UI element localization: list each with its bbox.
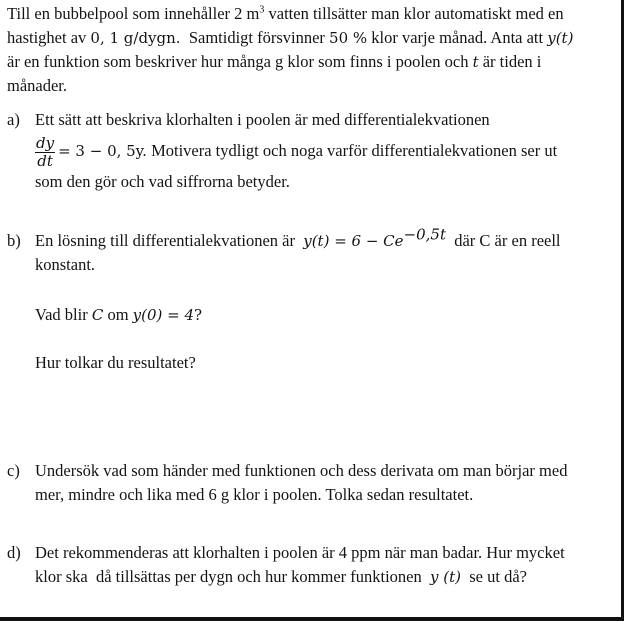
initial-condition: y(0) = 4: [132, 306, 195, 324]
question-text: klor ska då tillsättas per dygn och hur kommer funktionen: [35, 567, 431, 586]
solution-formula: y(t) = 6 − Ce: [303, 232, 404, 250]
question-text: Ett sätt att beskriva klorhalten i poolen är med differentialekvationen: [35, 110, 490, 129]
intro-text: Samtidigt försvinner: [180, 28, 330, 47]
question-text: där C är en reell: [445, 231, 561, 250]
page-bottom-border: [0, 617, 624, 621]
intro-text: hastighet av: [7, 28, 91, 47]
intro-text: Till en bubbelpool som innehåller 2 m: [7, 4, 260, 23]
question-label: c): [7, 461, 20, 480]
question-label: a): [7, 110, 20, 129]
intro-text: är en funktion som beskriver hur många g klor som finns i poolen och: [7, 52, 473, 71]
question-line: [35, 303, 619, 327]
exponent: −0,5t: [403, 225, 446, 244]
question-text: se ut då?: [461, 567, 527, 586]
question-text: Motivera tydligt och noga varför differentialekvationen ser ut: [146, 141, 558, 160]
question-text: Det rekommenderas att klorhalten i poolen är 4 ppm när man badar. Hur mycket: [35, 543, 565, 562]
intro-text: vatten tillsätter man klor automatiskt med en: [264, 4, 564, 23]
function-symbol: y (t): [430, 568, 461, 586]
question-mark: ?: [194, 306, 203, 324]
intro-line-4: månader.: [7, 76, 68, 95]
question-text: som den gör och vad siffrorna betyder.: [35, 172, 290, 191]
fraction-denominator: dt: [37, 151, 53, 170]
fraction-numerator: dy: [36, 133, 55, 152]
question-text: Undersök vad som händer med funktionen och dess derivata om man börjar med: [35, 461, 568, 480]
variable-t: t: [472, 53, 479, 71]
question-text: Vad blir: [35, 305, 92, 324]
derivative-fraction: [35, 135, 55, 170]
question-line: [35, 565, 619, 589]
equation-line: [35, 132, 619, 170]
question-text: mer, mindre och lika med 6 g klor i poolen. Tolka sedan resultatet.: [35, 485, 474, 504]
question-line: [35, 225, 619, 253]
exponent: 3: [259, 4, 265, 16]
question-text: konstant.: [35, 255, 96, 274]
constant-c: C: [91, 306, 104, 324]
question-text: Hur tolkar du resultatet?: [35, 353, 196, 372]
function-symbol: y(t): [547, 29, 574, 47]
question-text: En lösning till differentialekvationen är: [35, 231, 304, 250]
rate-value: 0, 1 g/dygn.: [90, 29, 181, 47]
intro-text: klor varje månad. Anta att: [367, 28, 548, 47]
percent-value: 50 %: [329, 29, 368, 47]
intro-line-1: [7, 2, 615, 26]
question-label: b): [7, 231, 21, 250]
question-text: om: [103, 305, 133, 324]
differential-equation: = 3 − 0, 5y.: [58, 142, 147, 160]
problem-intro: [7, 2, 615, 98]
intro-text: är tiden i: [478, 52, 542, 71]
intro-line-2: [7, 26, 615, 50]
intro-line-3: [7, 50, 615, 74]
question-label: d): [7, 543, 21, 562]
